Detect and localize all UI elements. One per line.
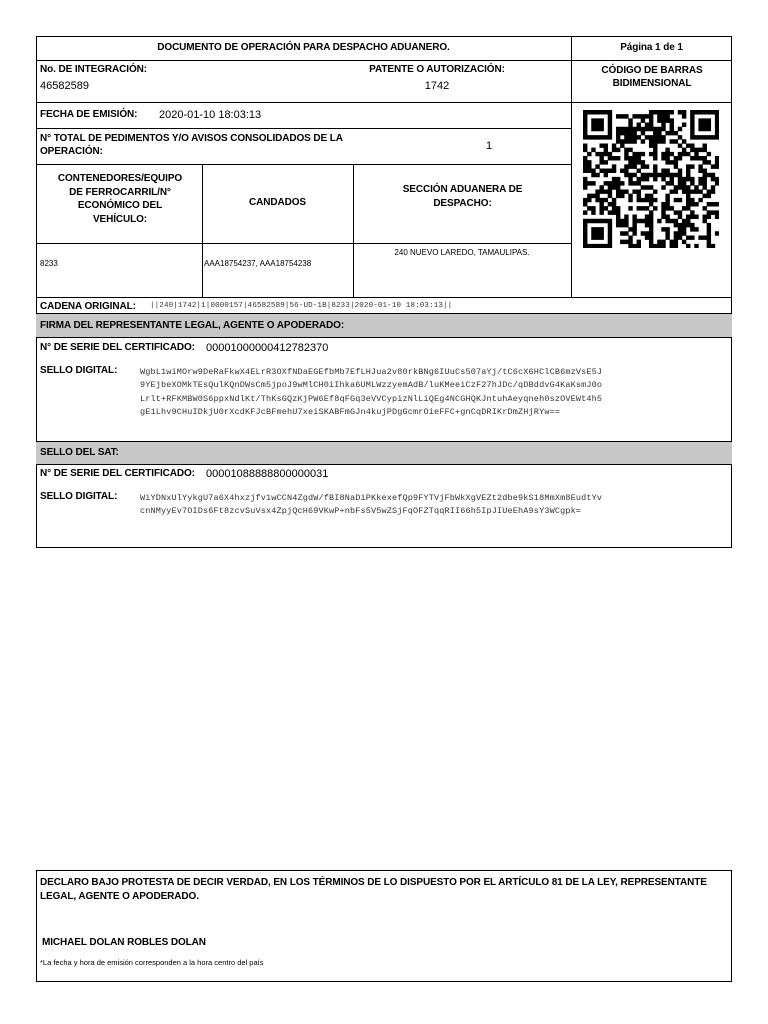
- sat-serie-value: 00001088888800000031: [206, 468, 329, 480]
- sat-sello-value: [140, 492, 602, 519]
- fecha-value: 2020-01-10 18:03:13: [159, 109, 262, 121]
- sat-sello-line: WiYDNxUlYykgU7a6X4hxzjfv1wCCN4ZgdW/fBI8NaDiPKkexefQp9FYTVjFbWkXgVEZt2dbe9kS18MmXm8EudtYv: [140, 493, 603, 503]
- integracion-value: 46582589: [40, 80, 89, 92]
- qr-modules: [583, 110, 719, 248]
- contenedor-cell: 8233: [40, 259, 58, 268]
- firma-sello-line: gE1Lhv9CHuIDkjU0rXcdKFJcBFmehU7xeiSKABFmGJn4kujPDgGcmrOieFFC+gnCqDRIKrDmZHjRYw==: [140, 407, 561, 418]
- patente-value: 1742: [424, 80, 450, 92]
- page-number: Página 1 de 1: [620, 42, 683, 53]
- firma-sello-line: Lrlt+RFKMBW0S6ppxNdlKt/ThKsGQzKjPW6Ef8qFGq3eVVCypizNlLiQEg4NCGHQKJntuhAeyqneh0szOVEWt4h5: [140, 393, 603, 404]
- timezone-note: *La fecha y hora de emisión corresponden a la hora centro del país: [40, 958, 264, 967]
- barcode-label: CÓDIGO DE BARRAS BIDIMENSIONAL: [601, 65, 703, 89]
- sat-sello-line: cnNMyyEv7OIDs6Ft8zcvSuVsx4ZpjQcH69VKwP+nbFs5V5wZSjFqOFZTqqRII66h5IpJIUeEhA9sY3WCgpk=: [140, 506, 582, 517]
- declaration-text: DECLARO BAJO PROTESTA DE DECIR VERDAD, EN LOS TÉRMINOS DE LO DISPUESTO POR EL ARTÍCULO 81 DE LA LEY, REPRESENTANTE LEGAL, AGENTE O APODERADO.: [40, 877, 707, 902]
- integracion-label: No. DE INTEGRACIÓN:: [40, 64, 147, 75]
- sat-serie-label: N° DE SERIE DEL CERTIFICADO:: [40, 468, 195, 479]
- cadena-value: ||240|1742|1|0000157|46582589|56-UD-1B|8233|2020-01-10 18:03:13||: [150, 302, 453, 310]
- contenedores-header: CONTENEDORES/EQUIPO DE FERROCARRIL/N° ECONÓMICO DEL VEHÍCULO:: [57, 173, 183, 225]
- qr-code-image: [583, 110, 719, 248]
- fecha-label: FECHA DE EMISIÓN:: [40, 109, 138, 120]
- cadena-label: CADENA ORIGINAL:: [40, 301, 136, 312]
- firma-section-label: FIRMA DEL REPRESENTANTE LEGAL, AGENTE O APODERADO:: [40, 320, 345, 331]
- sat-section-bar: [36, 441, 732, 465]
- patente-label: PATENTE O AUTORIZACIÓN:: [369, 64, 505, 75]
- document-title: DOCUMENTO DE OPERACIÓN PARA DESPACHO ADUANERO.: [157, 42, 450, 53]
- sat-sello-label: SELLO DIGITAL:: [40, 491, 118, 502]
- firma-sello-value: [140, 366, 602, 420]
- firma-sello-line: WgbL1wiMOrw9DeRaFkwX4ELrR3OXfNDaEGEfbMb7EfLHJua2v80rkBNg6IUuCs507aYj/tC6cX6HClCB6mzVsE5J: [140, 367, 603, 377]
- seccion-header: SECCIÓN ADUANERA DE DESPACHO:: [402, 184, 523, 209]
- pedimentos-value: 1: [486, 140, 493, 152]
- firma-serie-label: N° DE SERIE DEL CERTIFICADO:: [40, 342, 195, 353]
- firma-serie-value: 00001000000412782370: [206, 342, 329, 354]
- firma-sello-label: SELLO DIGITAL:: [40, 365, 118, 376]
- seccion-cell: 240 NUEVO LAREDO, TAMAULIPAS.: [394, 248, 530, 257]
- sat-section-label: SELLO DEL SAT:: [40, 447, 119, 458]
- candados-cell: AAA18754237, AAA18754238: [204, 259, 312, 268]
- candados-header: CANDADOS: [249, 197, 306, 208]
- firma-sello-line: 9YEjbeXOMkTEsQulKQnDWsCm5jpoJ9wMlCH0iIhka6UMLWzzyemAdB/luKMeeiCzF27hJDc/qDBddvG4KaKsmJ0o: [140, 380, 603, 391]
- representative-name: MICHAEL DOLAN ROBLES DOLAN: [42, 937, 206, 948]
- pedimentos-label: N° TOTAL DE PEDIMENTOS Y/O AVISOS CONSOLIDADOS DE LA OPERACIÓN:: [40, 133, 343, 157]
